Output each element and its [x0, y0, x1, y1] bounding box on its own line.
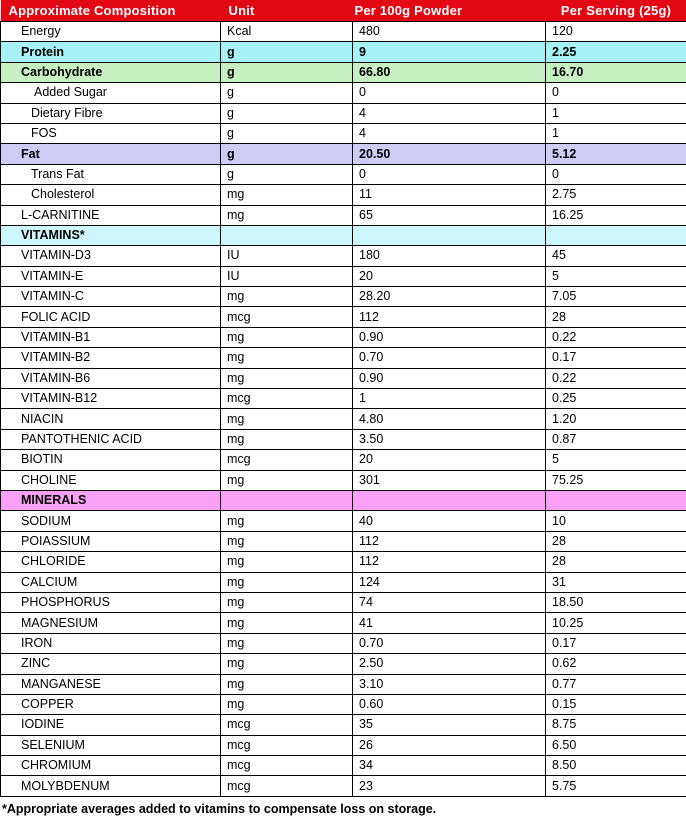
table-row — [1, 205, 686, 225]
unit-cell: mg — [221, 409, 353, 429]
table-row — [1, 429, 686, 449]
unit-cell: g — [221, 62, 353, 82]
per-100g-cell: 66.80 — [353, 62, 546, 82]
nutrient-name: BIOTIN — [1, 450, 221, 470]
unit-cell: g — [221, 164, 353, 184]
per-serving-cell: 0.17 — [546, 633, 686, 653]
unit-cell: mg — [221, 205, 353, 225]
per-serving-cell: 7.05 — [546, 287, 686, 307]
unit-cell: mg — [221, 613, 353, 633]
per-serving-cell: 16.70 — [546, 62, 686, 82]
nutrient-name: CHOLINE — [1, 470, 221, 490]
table-row — [1, 735, 686, 755]
per-100g-cell: 28.20 — [353, 287, 546, 307]
unit-cell: Kcal — [221, 22, 353, 42]
table-row — [1, 42, 686, 62]
per-serving-cell: 120 — [546, 22, 686, 42]
per-100g-cell: 74 — [353, 592, 546, 612]
table-row — [1, 348, 686, 368]
per-100g-cell: 65 — [353, 205, 546, 225]
nutrient-name: NIACIN — [1, 409, 221, 429]
table-row — [1, 552, 686, 572]
per-100g-cell: 20.50 — [353, 144, 546, 164]
unit-cell: IU — [221, 246, 353, 266]
per-serving-cell: 1 — [546, 123, 686, 143]
per-100g-cell: 2.50 — [353, 654, 546, 674]
nutrient-name: ZINC — [1, 654, 221, 674]
per-100g-cell: 0 — [353, 83, 546, 103]
per-100g-cell: 112 — [353, 552, 546, 572]
unit-cell: IU — [221, 266, 353, 286]
table-row — [1, 450, 686, 470]
table-row — [1, 776, 686, 796]
per-100g-cell: 0.90 — [353, 368, 546, 388]
per-serving-cell: 1 — [546, 103, 686, 123]
header-per-100g: Per 100g Powder — [353, 0, 546, 22]
nutrient-name: VITAMINS* — [1, 225, 221, 245]
per-serving-cell: 8.75 — [546, 715, 686, 735]
per-100g-cell: 34 — [353, 756, 546, 776]
nutrient-name: CALCIUM — [1, 572, 221, 592]
per-100g-cell: 124 — [353, 572, 546, 592]
per-serving-cell: 10 — [546, 511, 686, 531]
table-row — [1, 654, 686, 674]
unit-cell: g — [221, 103, 353, 123]
per-100g-cell: 4 — [353, 103, 546, 123]
per-100g-cell: 3.50 — [353, 429, 546, 449]
nutrient-name: VITAMIN-B12 — [1, 389, 221, 409]
nutrient-name: COPPER — [1, 694, 221, 714]
per-serving-cell: 10.25 — [546, 613, 686, 633]
header-per-serving: Per Serving (25g) — [546, 0, 686, 22]
unit-cell — [221, 225, 353, 245]
table-row — [1, 144, 686, 164]
nutrient-name: FOS — [1, 123, 221, 143]
table-row — [1, 470, 686, 490]
per-100g-cell: 0.70 — [353, 633, 546, 653]
per-serving-cell: 28 — [546, 531, 686, 551]
per-100g-cell: 4.80 — [353, 409, 546, 429]
nutrient-name: SODIUM — [1, 511, 221, 531]
unit-cell: mcg — [221, 715, 353, 735]
per-100g-cell: 112 — [353, 307, 546, 327]
per-serving-cell: 0.25 — [546, 389, 686, 409]
table-row — [1, 246, 686, 266]
unit-cell: mcg — [221, 307, 353, 327]
table-header — [1, 0, 686, 22]
per-100g-cell: 0 — [353, 164, 546, 184]
per-100g-cell: 41 — [353, 613, 546, 633]
per-100g-cell: 20 — [353, 266, 546, 286]
table-row — [1, 225, 686, 245]
table-row — [1, 22, 686, 42]
per-serving-cell: 31 — [546, 572, 686, 592]
unit-cell: mg — [221, 674, 353, 694]
nutrient-name: MINERALS — [1, 490, 221, 510]
nutrient-name: CHLORIDE — [1, 552, 221, 572]
table-row — [1, 490, 686, 510]
per-serving-cell: 5 — [546, 450, 686, 470]
per-serving-cell: 16.25 — [546, 205, 686, 225]
nutrient-name: Carbohydrate — [1, 62, 221, 82]
per-100g-cell: 180 — [353, 246, 546, 266]
unit-cell: mg — [221, 531, 353, 551]
per-100g-cell: 23 — [353, 776, 546, 796]
per-serving-cell: 8.50 — [546, 756, 686, 776]
per-serving-cell: 18.50 — [546, 592, 686, 612]
unit-cell: mg — [221, 287, 353, 307]
per-serving-cell: 5 — [546, 266, 686, 286]
nutrient-name: IRON — [1, 633, 221, 653]
nutrient-name: CHROMIUM — [1, 756, 221, 776]
unit-cell: mcg — [221, 389, 353, 409]
per-serving-cell: 0.22 — [546, 327, 686, 347]
per-100g-cell: 0.90 — [353, 327, 546, 347]
per-serving-cell: 6.50 — [546, 735, 686, 755]
nutrient-name: IODINE — [1, 715, 221, 735]
per-100g-cell: 20 — [353, 450, 546, 470]
per-100g-cell: 40 — [353, 511, 546, 531]
per-100g-cell: 480 — [353, 22, 546, 42]
unit-cell: mg — [221, 694, 353, 714]
per-serving-cell: 1.20 — [546, 409, 686, 429]
per-100g-cell: 4 — [353, 123, 546, 143]
nutrient-name: Energy — [1, 22, 221, 42]
footnote: *Appropriate averages added to vitamins to compensate loss on storage. — [2, 802, 437, 816]
table-row — [1, 674, 686, 694]
unit-cell: mcg — [221, 735, 353, 755]
per-100g-cell — [353, 490, 546, 510]
per-100g-cell: 0.70 — [353, 348, 546, 368]
unit-cell: mg — [221, 185, 353, 205]
per-100g-cell — [353, 225, 546, 245]
nutrient-name: VITAMIN-B6 — [1, 368, 221, 388]
table-row — [1, 307, 686, 327]
table-row — [1, 62, 686, 82]
per-serving-cell: 45 — [546, 246, 686, 266]
per-serving-cell: 0.22 — [546, 368, 686, 388]
unit-cell: g — [221, 42, 353, 62]
unit-cell: g — [221, 144, 353, 164]
per-100g-cell: 11 — [353, 185, 546, 205]
table-row — [1, 83, 686, 103]
per-serving-cell: 0.87 — [546, 429, 686, 449]
table-row — [1, 123, 686, 143]
per-serving-cell: 5.12 — [546, 144, 686, 164]
nutrient-name: Dietary Fibre — [1, 103, 221, 123]
unit-cell: mg — [221, 429, 353, 449]
per-100g-cell: 112 — [353, 531, 546, 551]
table-row — [1, 185, 686, 205]
unit-cell: g — [221, 123, 353, 143]
nutrient-name: VITAMIN-C — [1, 287, 221, 307]
unit-cell: mcg — [221, 776, 353, 796]
unit-cell: mg — [221, 654, 353, 674]
nutrient-name: Trans Fat — [1, 164, 221, 184]
nutrient-name: L-CARNITINE — [1, 205, 221, 225]
table-row — [1, 409, 686, 429]
per-serving-cell: 0.15 — [546, 694, 686, 714]
per-serving-cell: 5.75 — [546, 776, 686, 796]
nutrient-name: Cholesterol — [1, 185, 221, 205]
nutrient-name: MAGNESIUM — [1, 613, 221, 633]
per-serving-cell: 75.25 — [546, 470, 686, 490]
table-row — [1, 715, 686, 735]
nutrient-name: MOLYBDENUM — [1, 776, 221, 796]
table-row — [1, 164, 686, 184]
table-row — [1, 511, 686, 531]
per-serving-cell: 28 — [546, 307, 686, 327]
per-100g-cell: 0.60 — [353, 694, 546, 714]
nutrient-name: VITAMIN-B2 — [1, 348, 221, 368]
unit-cell: mg — [221, 368, 353, 388]
per-100g-cell: 1 — [353, 389, 546, 409]
unit-cell: mg — [221, 572, 353, 592]
per-serving-cell: 28 — [546, 552, 686, 572]
nutrient-name: VITAMIN-D3 — [1, 246, 221, 266]
unit-cell: mg — [221, 633, 353, 653]
nutrient-name: Fat — [1, 144, 221, 164]
nutrient-name: PANTOTHENIC ACID — [1, 429, 221, 449]
table-row — [1, 327, 686, 347]
per-serving-cell: 0 — [546, 164, 686, 184]
header-unit: Unit — [221, 0, 353, 22]
per-100g-cell: 26 — [353, 735, 546, 755]
per-serving-cell: 0.17 — [546, 348, 686, 368]
unit-cell: mg — [221, 592, 353, 612]
per-100g-cell: 9 — [353, 42, 546, 62]
table-row — [1, 756, 686, 776]
per-serving-cell: 0.62 — [546, 654, 686, 674]
unit-cell: mcg — [221, 450, 353, 470]
table-row — [1, 287, 686, 307]
nutrient-name: SELENIUM — [1, 735, 221, 755]
table-row — [1, 592, 686, 612]
nutrient-name: VITAMIN-B1 — [1, 327, 221, 347]
per-serving-cell — [546, 490, 686, 510]
table-row — [1, 103, 686, 123]
per-serving-cell: 2.75 — [546, 185, 686, 205]
nutrient-name: Protein — [1, 42, 221, 62]
table-row — [1, 389, 686, 409]
unit-cell: mg — [221, 552, 353, 572]
nutrient-name: POIASSIUM — [1, 531, 221, 551]
per-serving-cell — [546, 225, 686, 245]
table-row — [1, 633, 686, 653]
table-row — [1, 694, 686, 714]
unit-cell: mcg — [221, 756, 353, 776]
unit-cell: mg — [221, 327, 353, 347]
per-100g-cell: 301 — [353, 470, 546, 490]
unit-cell: mg — [221, 511, 353, 531]
unit-cell — [221, 490, 353, 510]
header-composition: Approximate Composition — [1, 0, 221, 22]
per-serving-cell: 0.77 — [546, 674, 686, 694]
table-row — [1, 368, 686, 388]
per-serving-cell: 0 — [546, 83, 686, 103]
per-100g-cell: 3.10 — [353, 674, 546, 694]
per-serving-cell: 2.25 — [546, 42, 686, 62]
nutrient-name: VITAMIN-E — [1, 266, 221, 286]
nutrient-name: FOLIC ACID — [1, 307, 221, 327]
nutrient-name: Added Sugar — [1, 83, 221, 103]
unit-cell: mg — [221, 470, 353, 490]
unit-cell: g — [221, 83, 353, 103]
table-body — [1, 22, 686, 797]
unit-cell: mg — [221, 348, 353, 368]
nutrient-name: PHOSPHORUS — [1, 592, 221, 612]
per-100g-cell: 35 — [353, 715, 546, 735]
table-row — [1, 266, 686, 286]
table-row — [1, 613, 686, 633]
table-row — [1, 531, 686, 551]
table-row — [1, 572, 686, 592]
nutrient-name: MANGANESE — [1, 674, 221, 694]
